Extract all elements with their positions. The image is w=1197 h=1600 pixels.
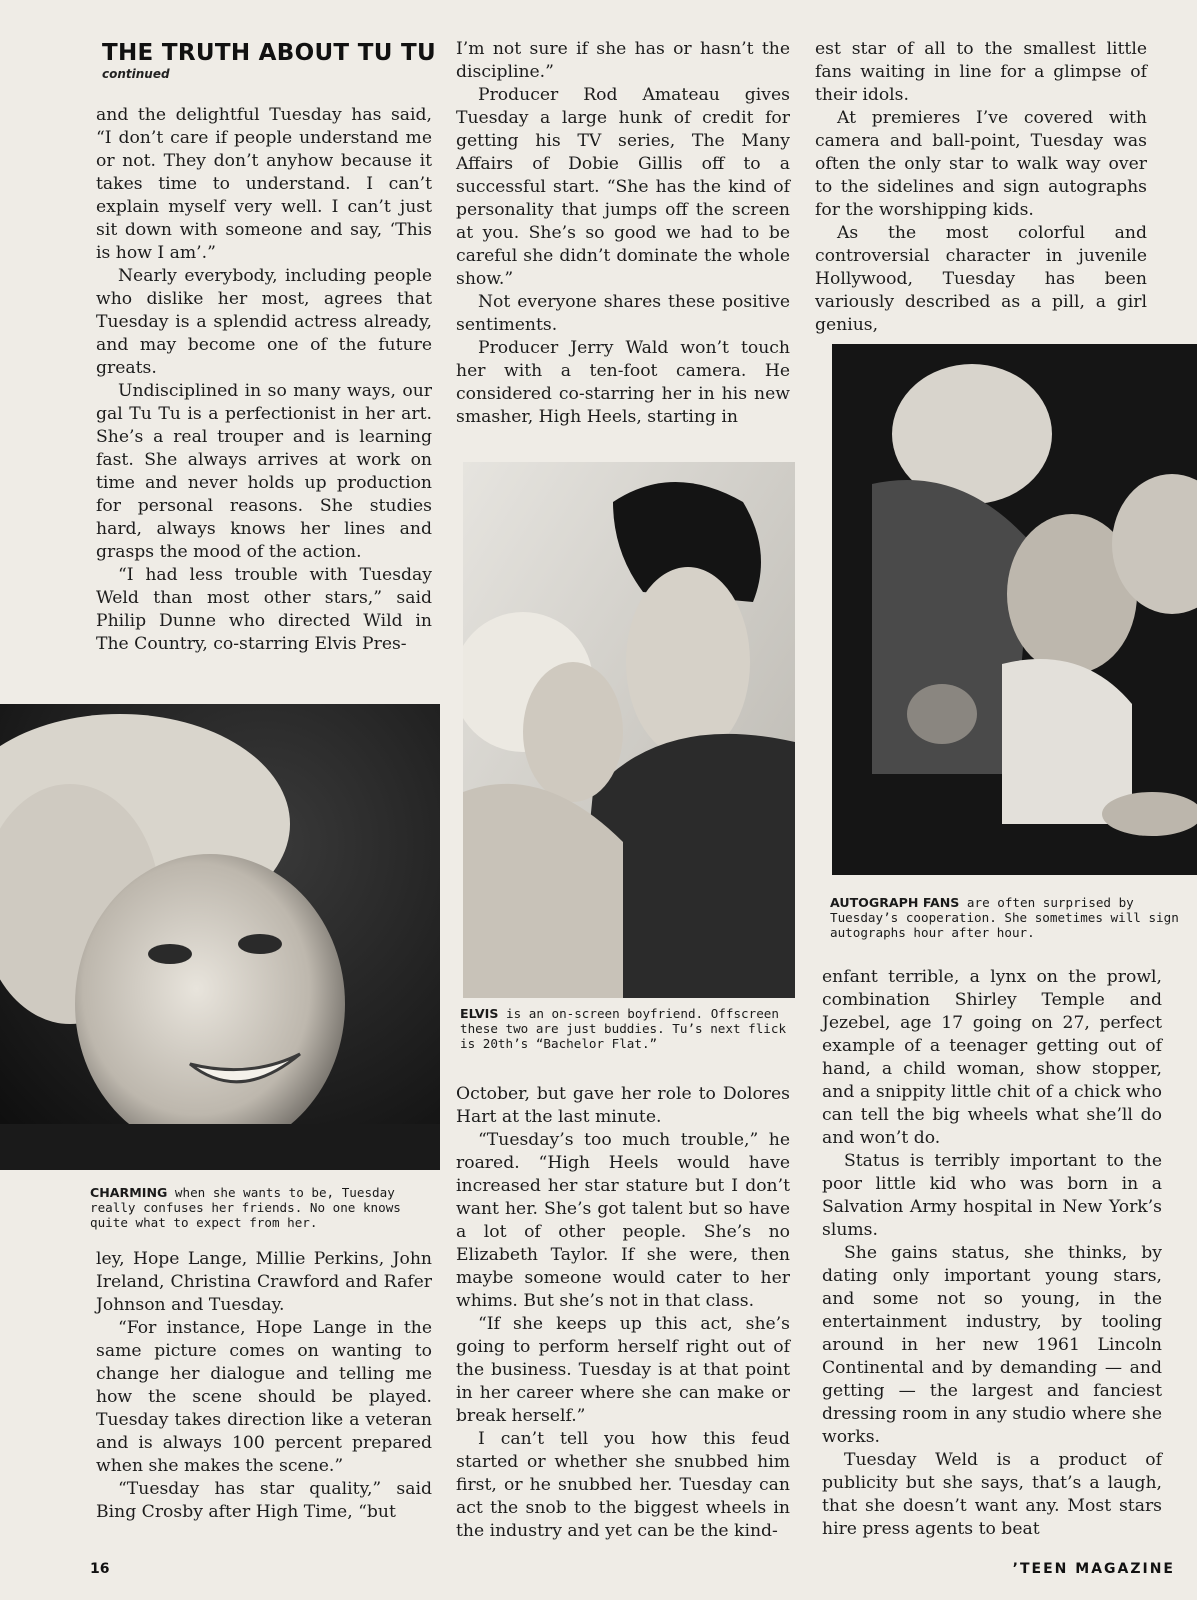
page-number: 16	[90, 1561, 110, 1577]
paragraph: ley, Hope Lange, Millie Perkins, John Ireland, Christina Crawford and Rafer Johnson and Tuesday.	[96, 1249, 432, 1315]
paragraph: Producer Jerry Wald won’t touch her with a ten-foot camera. He considered co-starring her in his new smasher, High Heels, starting in	[456, 338, 790, 427]
photo-autograph-fans	[832, 344, 1197, 875]
paragraph: October, but gave her role to Dolores Hart at the last minute.	[456, 1084, 790, 1127]
caption-autograph	[830, 895, 1195, 940]
paragraph: enfant terrible, a lynx on the prowl, combination Shirley Temple and Jezebel, age 17 going on 27, perfect example of a teenager getting out of hand, a child woman, show stopper, and a snippity little chit of a chick who can tell the big wheels what she’ll do and won’t do.	[822, 967, 1162, 1148]
paragraph: Tuesday Weld is a product of publicity but she says, that’s a laugh, that she doesn’t want any. Most stars hire press agents to beat	[822, 1450, 1162, 1539]
paragraph: I can’t tell you how this feud started or whether she snubbed him first, or he snubbed her. Tuesday can act the snob to the biggest wheels in the industry and yet can be the kind-	[456, 1429, 790, 1541]
column-2-top	[456, 38, 790, 429]
column-3-top	[815, 38, 1147, 337]
article-title: THE TRUTH ABOUT TU TU	[102, 40, 436, 66]
caption-lead: CHARMING	[90, 1185, 168, 1200]
column-2-bottom	[456, 1083, 790, 1543]
paragraph: Not everyone shares these positive sentiments.	[456, 292, 790, 335]
paragraph: est star of all to the smallest little fans waiting in line for a glimpse of their idols.	[815, 39, 1147, 105]
caption-lead: AUTOGRAPH FANS	[830, 895, 960, 910]
paragraph: Nearly everybody, including people who dislike her most, agrees that Tuesday is a splendid actress already, and may become one of the future greats.	[96, 266, 432, 378]
caption-text: when she wants to be, Tuesday really confuses her friends. No one knows quite what to expect from her.	[90, 1185, 401, 1230]
column-1-top	[96, 104, 432, 656]
column-1-bottom	[96, 1248, 432, 1524]
magazine-name: ’TEEN MAGAZINE	[1012, 1561, 1175, 1577]
paragraph: “For instance, Hope Lange in the same picture comes on wanting to change her dialogue and telling me how the scene should be played. Tuesday takes direction like a veteran and is always 100 percent prepared when she makes the scene.”	[96, 1318, 432, 1476]
caption-text: is an on-screen boyfriend. Offscreen these two are just buddies. Tu’s next flick is 20th’s “Bachelor Flat.”	[460, 1006, 787, 1051]
photo-charming-portrait	[0, 704, 440, 1170]
caption-text: are often surprised by Tuesday’s cooperation. She sometimes will sign autographs hour after hour.	[830, 895, 1179, 940]
paragraph: and the delightful Tuesday has said, “I don’t care if people understand me or not. They don’t anyhow because it takes time to understand. I can’t explain myself very well. I can’t just sit down with someone and say, ‘This is how I am’.”	[96, 105, 432, 263]
paragraph: “Tuesday has star quality,” said Bing Crosby after High Time, “but	[96, 1479, 432, 1522]
paragraph: Producer Rod Amateau gives Tuesday a large hunk of credit for getting his TV series, The Many Affairs of Dobie Gillis off to a successful start. “She has the kind of personality that jumps off the screen at you. She’s so good we had to be careful she didn’t dominate the whole show.”	[456, 85, 790, 289]
paragraph: She gains status, she thinks, by dating only important young stars, and some not so young, in the entertainment industry, by tooling around in her new 1961 Lincoln Continental and by demanding — and getting — the largest and fanciest dressing room in any studio where she works.	[822, 1243, 1162, 1447]
photo-elvis	[463, 462, 795, 998]
paragraph: “Tuesday’s too much trouble,” he roared. “High Heels would have increased her star stature but I don’t want her. She’s got talent but so have a lot of other people. She’s no Elizabeth Taylor. If she were, then maybe someone would cater to her whims. But she’s not in that class.	[456, 1130, 790, 1311]
column-3-bottom	[822, 966, 1162, 1541]
caption-elvis	[460, 1006, 796, 1051]
paragraph: Undisciplined in so many ways, our gal Tu Tu is a perfectionist in her art. She’s a real trouper and is learning fast. She always arrives at work on time and never holds up production for personal reasons. She studies hard, always knows her lines and grasps the mood of the action.	[96, 381, 432, 562]
paragraph: Status is terribly important to the poor little kid who was born in a Salvation Army hospital in New York’s slums.	[822, 1151, 1162, 1240]
paragraph: At premieres I’ve covered with camera and ball-point, Tuesday was often the only star to walk way over to the sidelines and sign autographs for the worshipping kids.	[815, 108, 1147, 220]
caption-lead: ELVIS	[460, 1006, 499, 1021]
paragraph: “If she keeps up this act, she’s going to perform herself right out of the business. Tuesday is at that point in her career where she can make or break herself.”	[456, 1314, 790, 1426]
caption-charming	[90, 1185, 440, 1230]
paragraph: As the most colorful and controversial character in juvenile Hollywood, Tuesday has been variously described as a pill, a girl genius,	[815, 223, 1147, 335]
paragraph: I’m not sure if she has or hasn’t the discipline.”	[456, 39, 790, 82]
article-continued-label: continued	[102, 67, 170, 81]
paragraph: “I had less trouble with Tuesday Weld than most other stars,” said Philip Dunne who directed Wild in The Country, co-starring Elvis Pres-	[96, 565, 432, 654]
